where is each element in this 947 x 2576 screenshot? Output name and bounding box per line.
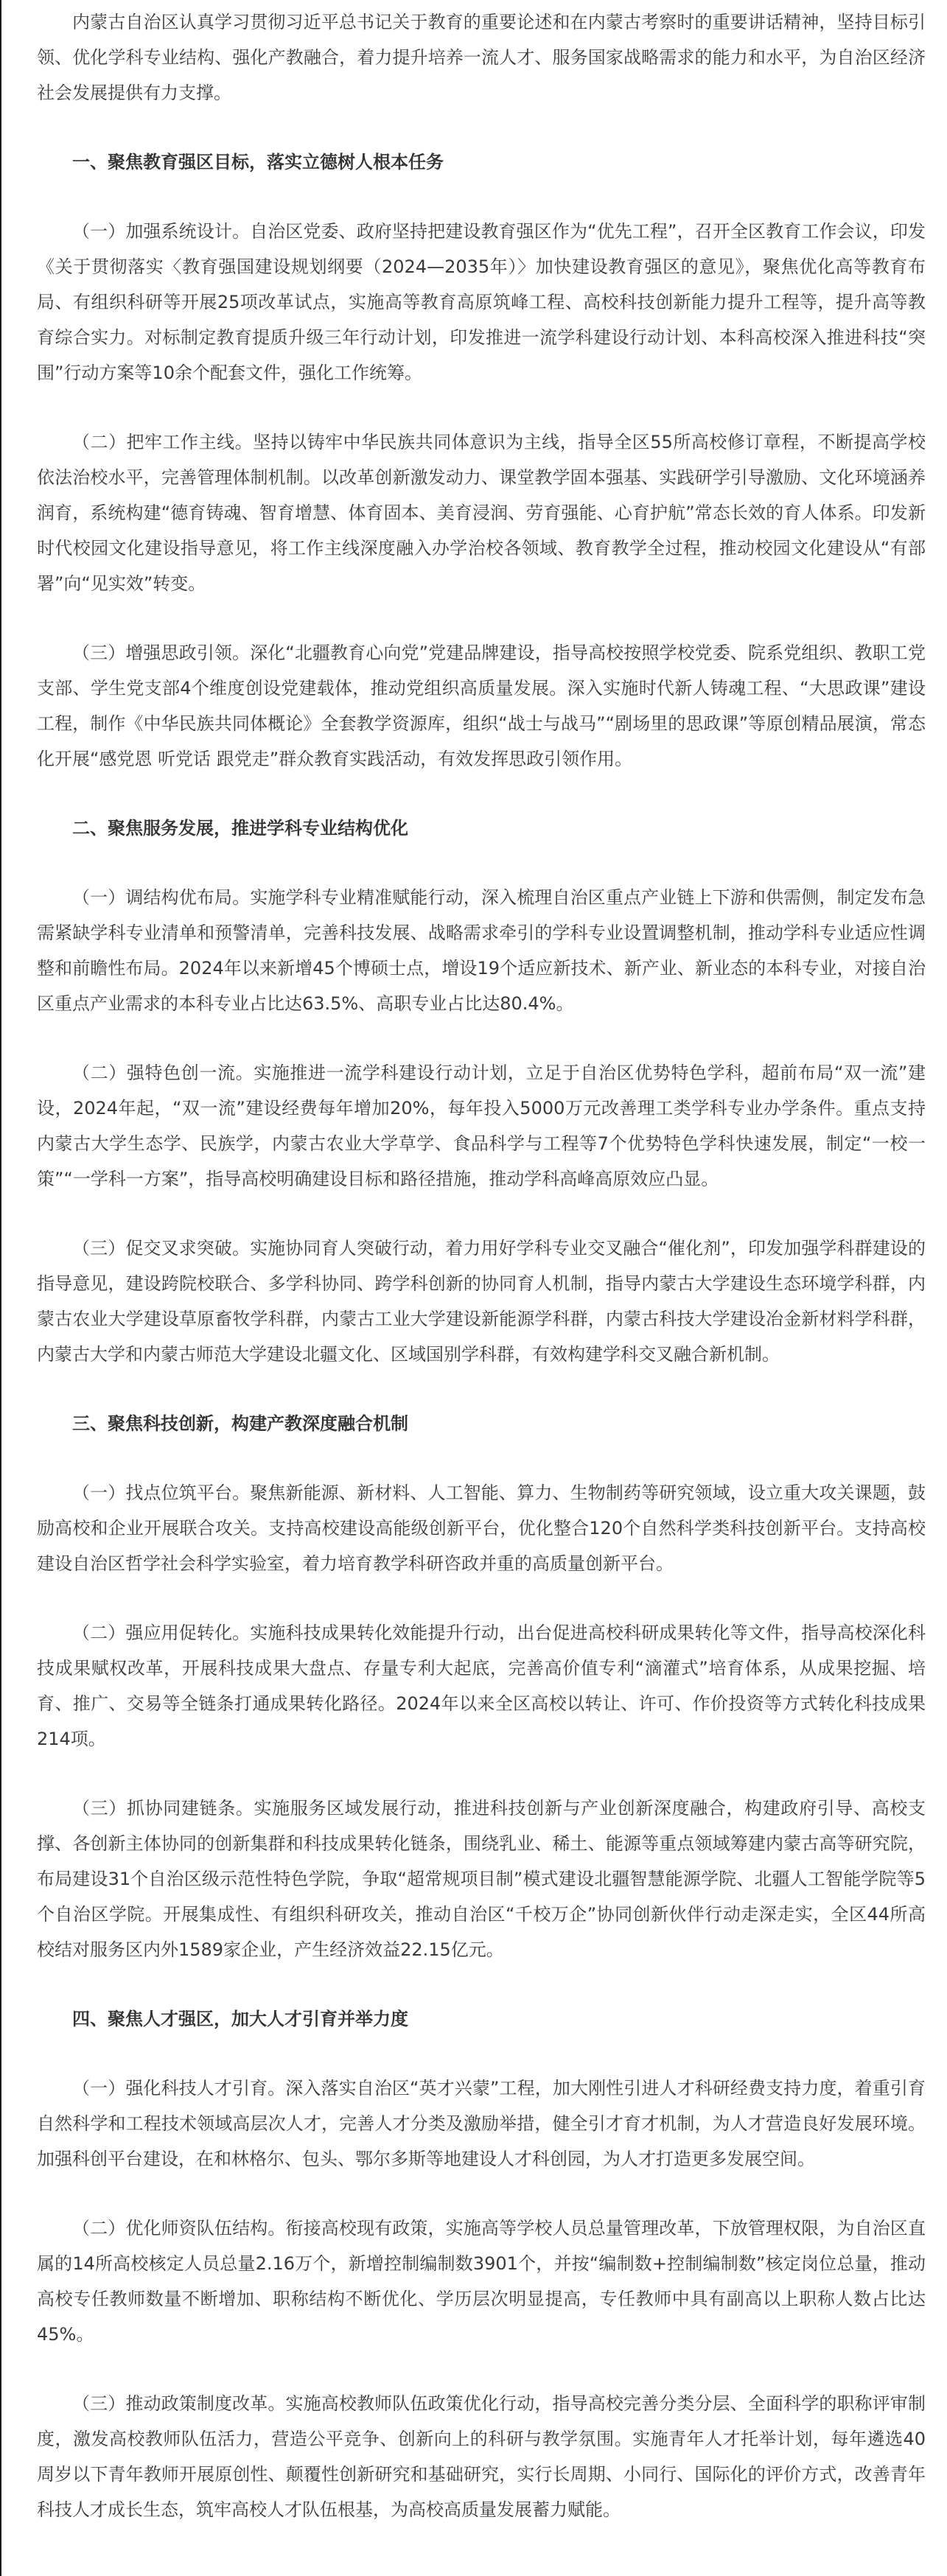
section-3-paragraph-1: （一）找点位筑平台。聚焦新能源、新材料、人工智能、算力、生物制药等研究领域，设立重大攻关课题，鼓励高校和企业开展联合攻关。支持高校建设高能级创新平台，优化整合120个自然科学类科技创新平台。支持高校建设自治区哲学社会科学实验室，着力培育教学科研咨政并重的高质量创新平台。 [37, 1483, 926, 1574]
section-1-paragraph-2: （二）把牢工作主线。坚持以铸牢中华民族共同体意识为主线，指导全区55所高校修订章程，不断提高学校依法治校水平，完善管理体制机制。以改革创新激发动力、课堂教学固本强基、实践研学引导激励、文化环境涵养润育，系统构建“德育铸魂、智育增慧、体育固本、美育浸润、劳育强能、心育护航”常态长效的育人体系。印发新时代校园文化建设指导意见，将工作主线深度融入办学治校各领域、教育教学全过程，推动校园文化建设从“有部署”向“见实效”转变。 [37, 432, 926, 594]
section-4-paragraph-3: （三）推动政策制度改革。实施高校教师队伍政策优化行动，指导高校完善分类分层、全面科学的职称评审制度，激发高校教师队伍活力，营造公平竞争、创新向上的科研与教学氛围。实施青年人才托举计划，每年遴选40周岁以下青年教师开展原创性、颠覆性创新研究和基础研究，实行长周期、小同行、国际化的评价方式，改善青年科技人才成长生态，筑牢高校人才队伍根基，为高校高质量发展蓄力赋能。 [37, 2393, 926, 2520]
section-2-paragraph-3: （三）促交叉求突破。实施协同育人突破行动，着力用好学科专业交叉融合“催化剂”，印发加强学科群建设的指导意见，建设跨院校联合、多学科协同、跨学科创新的协同育人机制，指导内蒙古大学建设生态环境学科群，内蒙古农业大学建设草原畜牧学科群，内蒙古工业大学建设新能源学科群，内蒙古科技大学建设冶金新材料学科群，内蒙古大学和内蒙古师范大学建设北疆文化、区域国别学科群，有效构建学科交叉融合新机制。 [37, 1238, 926, 1365]
section-3-paragraph-3: （三）抓协同建链条。实施服务区域发展行动，推进科技创新与产业创新深度融合，构建政府引导、高校支撑、各创新主体协同的创新集群和科技成果转化链条，围绕乳业、稀土、能源等重点领域筹建内蒙古高等研究院，布局建设31个自治区级示范性特色学院，争取“超常规项目制”模式建设北疆智慧能源学院、北疆人工智能学院等5个自治区学院。开展集成性、有组织科研攻关，推动自治区“千校万企”协同创新伙伴行动走深走实，全区44所高校结对服务区内外1589家企业，产生经济效益22.15亿元。 [37, 1798, 926, 1960]
section-heading-1: 一、聚焦教育强区目标，落实立德树人根本任务 [72, 152, 444, 172]
intro-paragraph: 内蒙古自治区认真学习贯彻习近平总书记关于教育的重要论述和在内蒙古考察时的重要讲话精神，坚持目标引领、优化学科专业结构、强化产教融合，着力提升培养一流人才、服务国家战略需求的能力和水平，为自治区经济社会发展提供有力支撑。 [37, 12, 926, 103]
section-heading-3: 三、聚焦科技创新，构建产教深度融合机制 [72, 1413, 408, 1434]
section-heading-4: 四、聚焦人才强区，加大人才引育并举力度 [72, 2009, 408, 2029]
section-heading-2: 二、聚焦服务发展，推进学科专业结构优化 [72, 818, 408, 839]
section-1-paragraph-3: （三）增强思政引领。深化“北疆教育心向党”党建品牌建设，指导高校按照学校党委、院系党组织、教职工党支部、学生党支部4个维度创设党建载体，推动党组织高质量发展。深入实施时代新人铸魂工程、“大思政课”建设工程，制作《中华民族共同体概论》全套教学资源库，组织“战士与战马”“剧场里的思政课”等原创精品展演，常态化开展“感党恩 听党话 跟党走”群众教育实践活动，有效发挥思政引领作用。 [37, 643, 926, 769]
section-2-paragraph-1: （一）调结构优布局。实施学科专业精准赋能行动，深入梳理自治区重点产业链上下游和供需侧，制定发布急需紧缺学科专业清单和预警清单，完善科技发展、战略需求牵引的学科专业设置调整机制，推动学科专业适应性调整和前瞻性布局。2024年以来新增45个博硕士点，增设19个适应新技术、新产业、新业态的本科专业，对接自治区重点产业需求的本科专业占比达63.5%、高职专业占比达80.4%。 [37, 887, 926, 1014]
section-2-paragraph-2: （二）强特色创一流。实施推进一流学科建设行动计划，立足于自治区优势特色学科，超前布局“双一流”建设，2024年起，“双一流”建设经费每年增加20%，每年投入5000万元改善理工类学科专业办学条件。重点支持内蒙古大学生态学、民族学，内蒙古农业大学草学、食品科学与工程等7个优势特色学科快速发展，制定“一校一策”“一学科一方案”，指导高校明确建设目标和路径措施，推动学科高峰高原效应凸显。 [37, 1063, 926, 1189]
section-4-paragraph-2: （二）优化师资队伍结构。衔接高校现有政策，实施高等学校人员总量管理改革，下放管理权限，为自治区直属的14所高校核定人员总量2.16万个，新增控制编制数3901个，并按“编制数+控制编制数”核定岗位总量，推动高校专任教师数量不断增加、职称结构不断优化、学历层次明显提高，专任教师中具有副高以上职称人数占比达45%。 [37, 2218, 926, 2345]
page-left-border [0, 0, 1, 2576]
section-3-paragraph-2: （二）强应用促转化。实施科技成果转化效能提升行动，出台促进高校科研成果转化等文件，指导高校深化科技成果赋权改革，开展科技成果大盘点、存量专利大起底，完善高价值专利“滴灌式”培育体系，从成果挖掘、培育、推广、交易等全链条打通成果转化路径。2024年以来全区高校以转让、许可、作价投资等方式转化科技成果214项。 [37, 1623, 926, 1749]
section-1-paragraph-1: （一）加强系统设计。自治区党委、政府坚持把建设教育强区作为“优先工程”，召开全区教育工作会议，印发《关于贯彻落实〈教育强国建设规划纲要（2024—2035年）〉加快建设教育强区的意见》，聚焦优化高等教育布局、有组织科研等开展25项改革试点，实施高等教育高原筑峰工程、高校科技创新能力提升工程等，提升高等教育综合实力。对标制定教育提质升级三年行动计划，印发推进一流学科建设行动计划、本科高校深入推进科技“突围”行动方案等10余个配套文件，强化工作统筹。 [37, 221, 926, 383]
article-body [37, 4, 926, 2561]
section-4-paragraph-1: （一）强化科技人才引育。深入落实自治区“英才兴蒙”工程，加大刚性引进人才科研经费支持力度，着重引育自然科学和工程技术领域高层次人才，完善人才分类及激励举措，健全引才育才机制，为人才营造良好发展环境。加强科创平台建设，在和林格尔、包头、鄂尔多斯等地建设人才科创园，为人才打造更多发展空间。 [37, 2078, 926, 2169]
